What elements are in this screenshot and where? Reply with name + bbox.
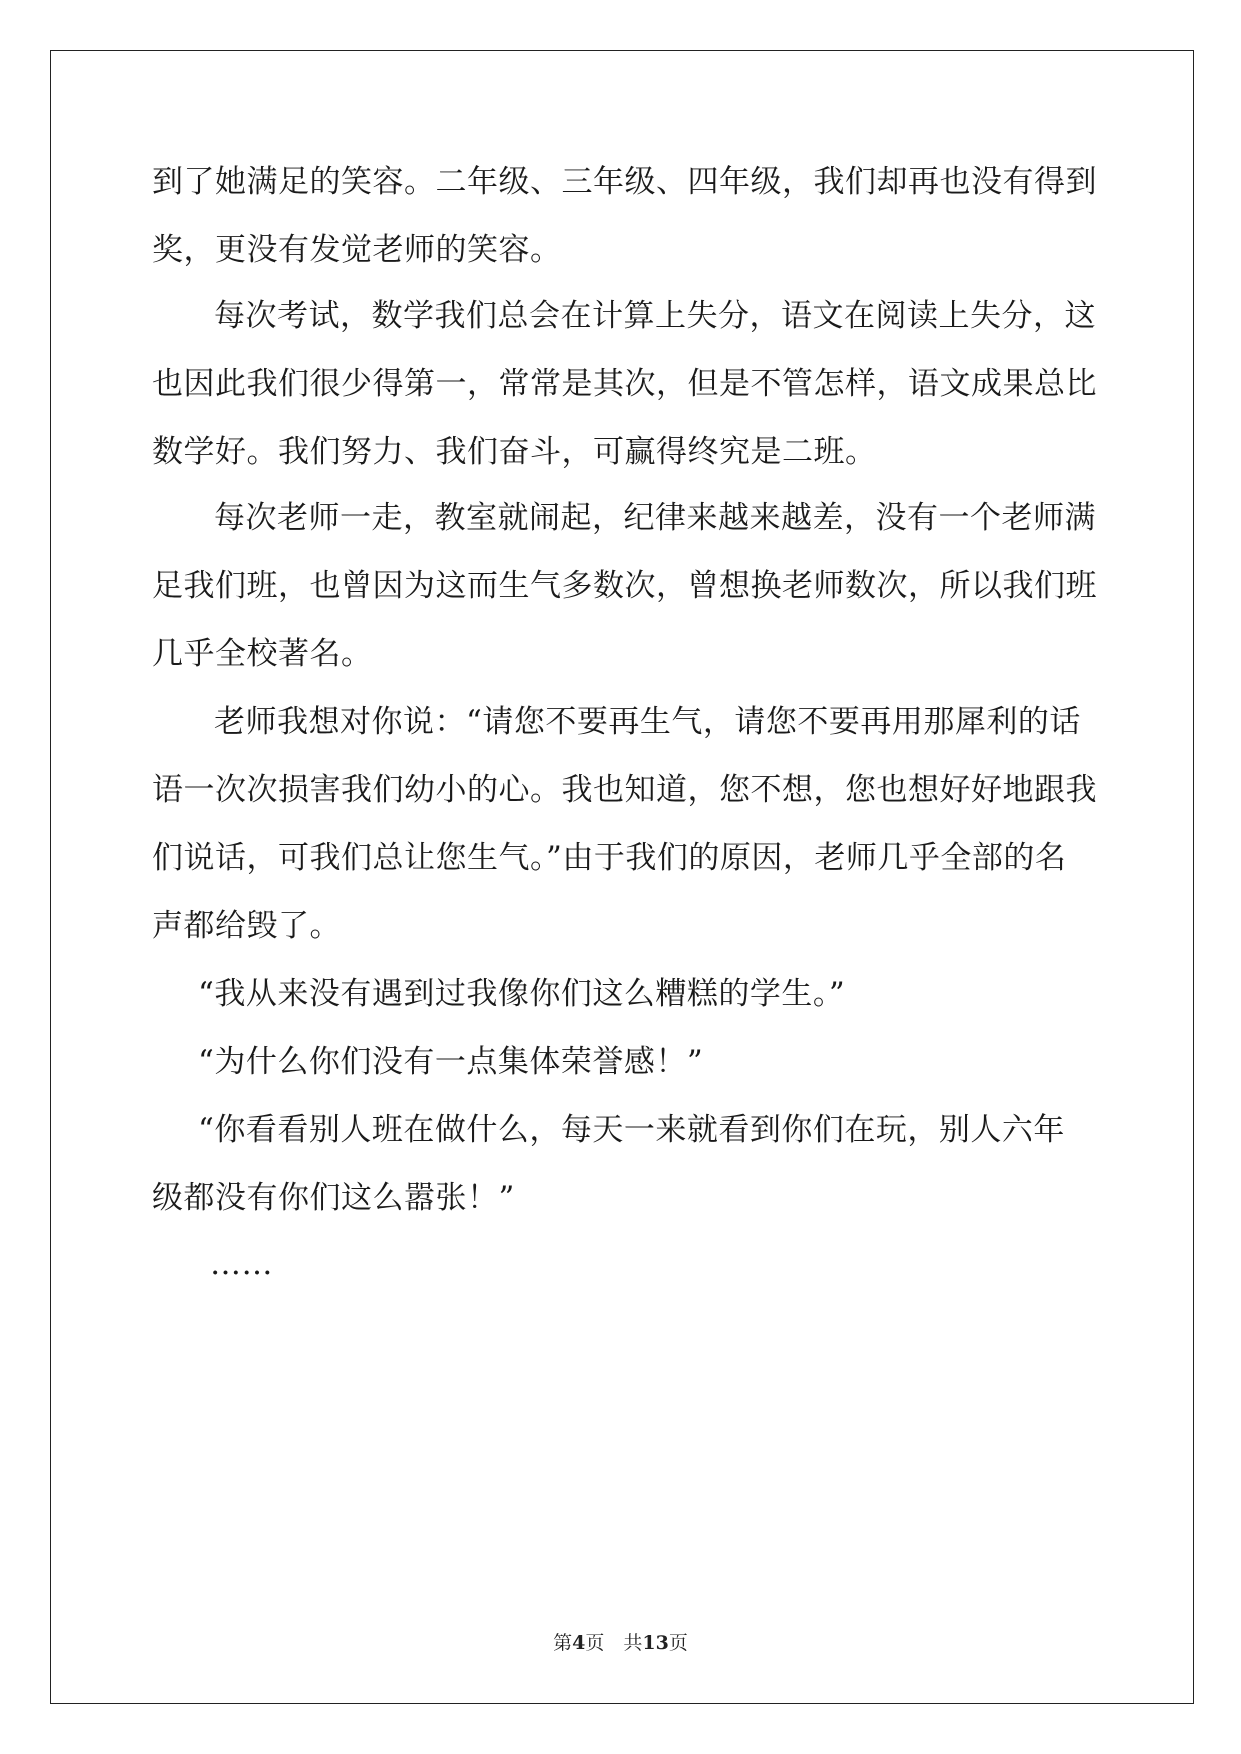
total-page-number: 13 bbox=[642, 1632, 669, 1654]
text-line: 足我们班，也曾因为这而生气多数次，曾想换老师数次，所以我们班 bbox=[152, 568, 1097, 604]
ellipsis-line: …… bbox=[210, 1246, 273, 1282]
footer-prefix: 第 bbox=[553, 1632, 573, 1654]
footer-middle: 页 共 bbox=[585, 1632, 643, 1654]
text-line: 级都没有你们这么嚣张！” bbox=[152, 1180, 515, 1216]
page-footer bbox=[0, 1628, 1241, 1655]
text-line: 们说话，可我们总让您生气。”由于我们的原因，老师几乎全部的名 bbox=[152, 840, 1067, 876]
paragraph-start-line: 每次考试，数学我们总会在计算上失分，语文在阅读上失分，这 bbox=[214, 298, 1096, 334]
quote-line: “你看看别人班在做什么，每天一来就看到你们在玩，别人六年 bbox=[198, 1112, 1065, 1148]
paragraph-start-line: 每次老师一走，教室就闹起，纪律来越来越差，没有一个老师满 bbox=[214, 500, 1096, 536]
text-line: 数学好。我们努力、我们奋斗，可赢得终究是二班。 bbox=[152, 434, 877, 470]
paragraph-start-line: 老师我想对你说：“请您不要再生气，请您不要再用那犀利的话 bbox=[214, 704, 1081, 740]
text-line: 几乎全校著名。 bbox=[152, 636, 373, 672]
text-line: 也因此我们很少得第一，常常是其次，但是不管怎样，语文成果总比 bbox=[152, 366, 1097, 402]
quote-line: “为什么你们没有一点集体荣誉感！” bbox=[198, 1044, 704, 1080]
text-line: 到了她满足的笑容。二年级、三年级、四年级，我们却再也没有得到 bbox=[152, 164, 1097, 200]
text-line: 奖，更没有发觉老师的笑容。 bbox=[152, 232, 562, 268]
text-line: 声都给毁了。 bbox=[152, 908, 341, 944]
footer-suffix: 页 bbox=[668, 1632, 688, 1654]
current-page-number: 4 bbox=[572, 1632, 586, 1654]
text-line: 语一次次损害我们幼小的心。我也知道，您不想，您也想好好地跟我 bbox=[152, 772, 1097, 808]
quote-line: “我从来没有遇到过我像你们这么糟糕的学生。” bbox=[198, 976, 846, 1012]
